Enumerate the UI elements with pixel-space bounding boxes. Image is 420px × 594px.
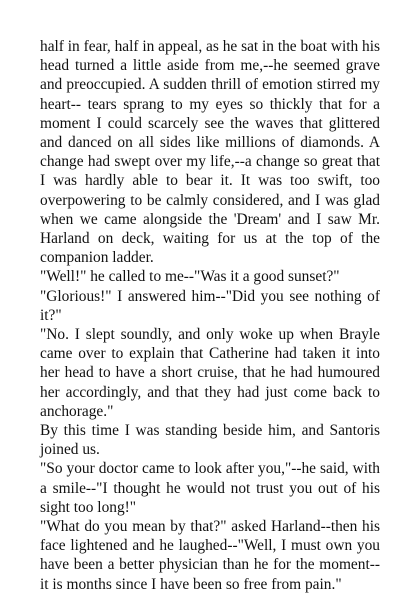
paragraph-doctor-remark: "So your doctor came to look after you,"--he said, with a smile--"I thought he would not trust you out of his sight too long!" bbox=[40, 460, 380, 516]
paragraph-harland-greeting: "Well!" he called to me--"Was it a good sunset?" bbox=[40, 268, 340, 286]
paragraph-glorious-reply: "Glorious!" I answered him--"Did you see nothing of it?" bbox=[40, 287, 380, 324]
paragraph-harland-laughs: "What do you mean by that?" asked Harland--then his face lightened and he laughed--"Well, I must own you have been a better physician than he for the moment--it is months since I have been so free from pain." bbox=[40, 518, 380, 593]
paragraph-santoris-joins: By this time I was standing beside him, and Santoris joined us. bbox=[40, 422, 380, 459]
paragraph-harland-slept: "No. I slept soundly, and only woke up when Brayle came over to explain that Catherine had taken it into her head to have a short cruise, that he had humoured her accordingly, and that they had just come back to anchorage." bbox=[40, 326, 380, 420]
book-page bbox=[40, 37, 380, 594]
paragraph-narration-boat: half in fear, half in appeal, as he sat in the boat with his head turned a little aside from me,--he seemed grave and preoccupied. A sudden thrill of emotion stirred my heart-- tears sprang to my eyes so thickly that for a moment I could scarcely see the waves that glittered and danced on all sides like millions of diamonds. A change had swept over my life,--a change so great that I was hardly able to bear it. It was too swift, too overpowering to be calmly considered, and I was glad when we came alongside the 'Dream' and I saw Mr. Harland on deck, waiting for us at the top of the companion ladder. bbox=[40, 38, 381, 267]
